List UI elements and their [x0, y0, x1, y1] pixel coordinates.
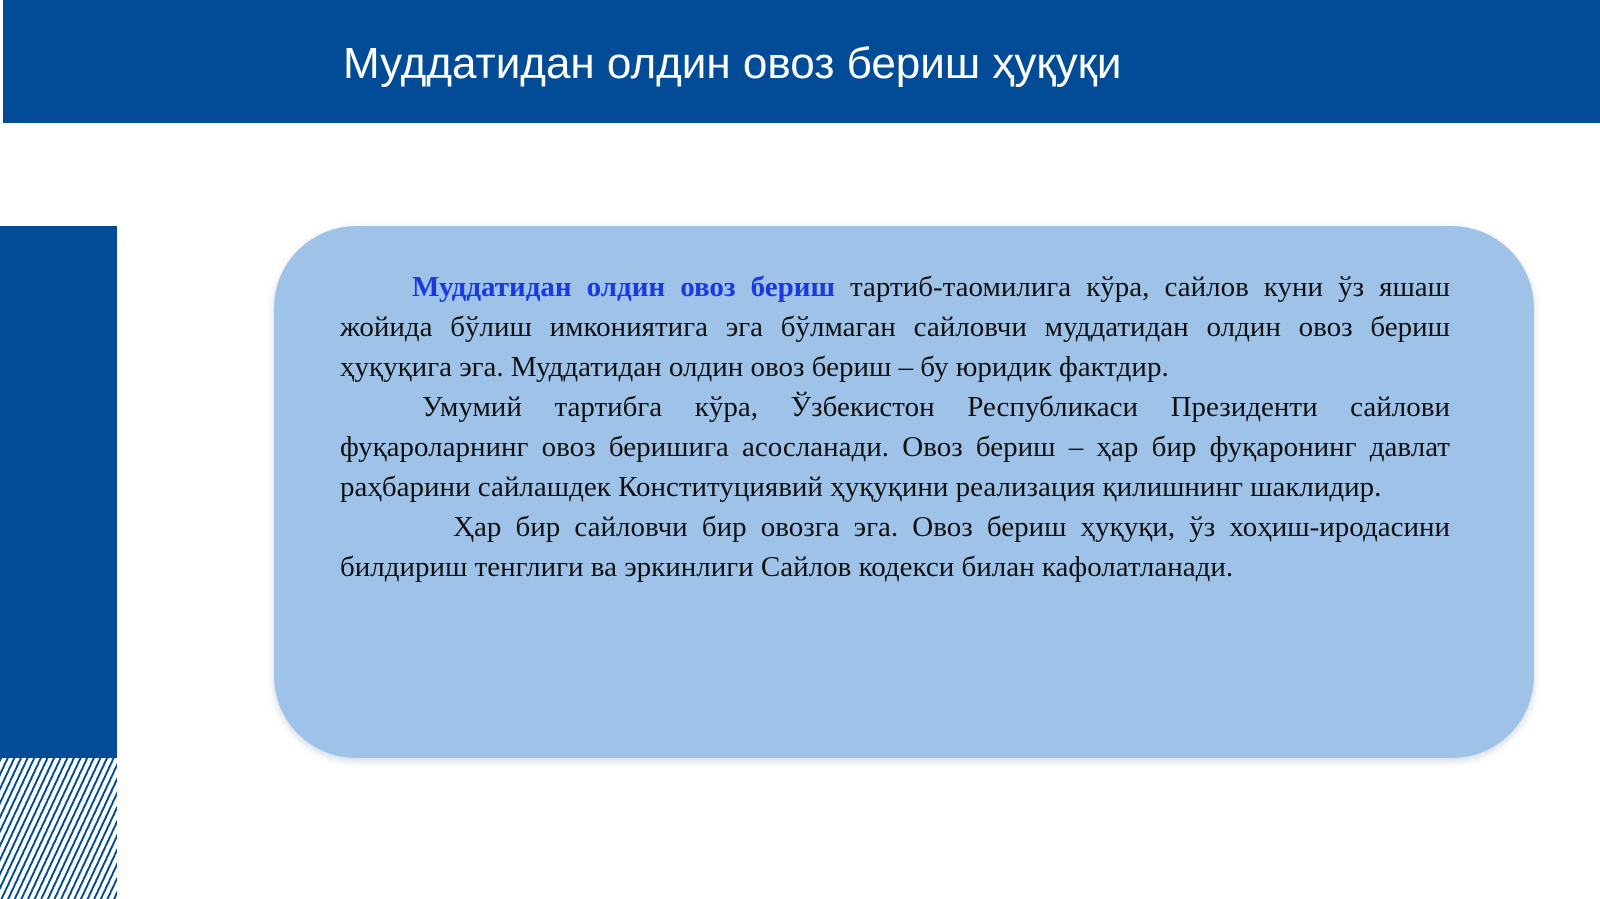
body-text [340, 267, 1450, 587]
side-accent-bar [0, 226, 117, 758]
paragraph-2 [340, 387, 1450, 507]
paragraph-3 [340, 507, 1450, 587]
paragraph-1 [340, 267, 1450, 387]
side-stripe-pattern [0, 758, 117, 899]
paragraph-3-text: Ҳар бир сайловчи бир овозга эга. Овоз бериш ҳуқуқи, ўз хоҳиш-иродасини билдириш тенглиги ва эркинлиги Сайлов кодекси билан кафолатланади. [340, 511, 1450, 583]
paragraph-1-highlight: Муддатидан олдин овоз бериш [412, 271, 835, 303]
paragraph-2-text: Умумий тартибга кўра, Ўзбекистон Республикаси Президенти сайлови фуқароларнинг овоз беришига асосланади. Овоз бериш – ҳар бир фуқаронинг давлат раҳбарини сайлашдек Конституциявий ҳуқуқини реализация қилишнинг шаклидир. [340, 391, 1450, 503]
slide-title: Муддатидан олдин овоз бериш ҳуқуқи [343, 39, 1122, 88]
paragraph-1-text: тартиб-таомилига кўра, сайлов куни ўз яшаш жойида бўлиш имкониятига эга бўлмаган сайловчи муддатидан олдин овоз бериш ҳуқуқига эга. Муддатидан олдин овоз бериш – бу юридик фактдир. [340, 271, 1450, 383]
